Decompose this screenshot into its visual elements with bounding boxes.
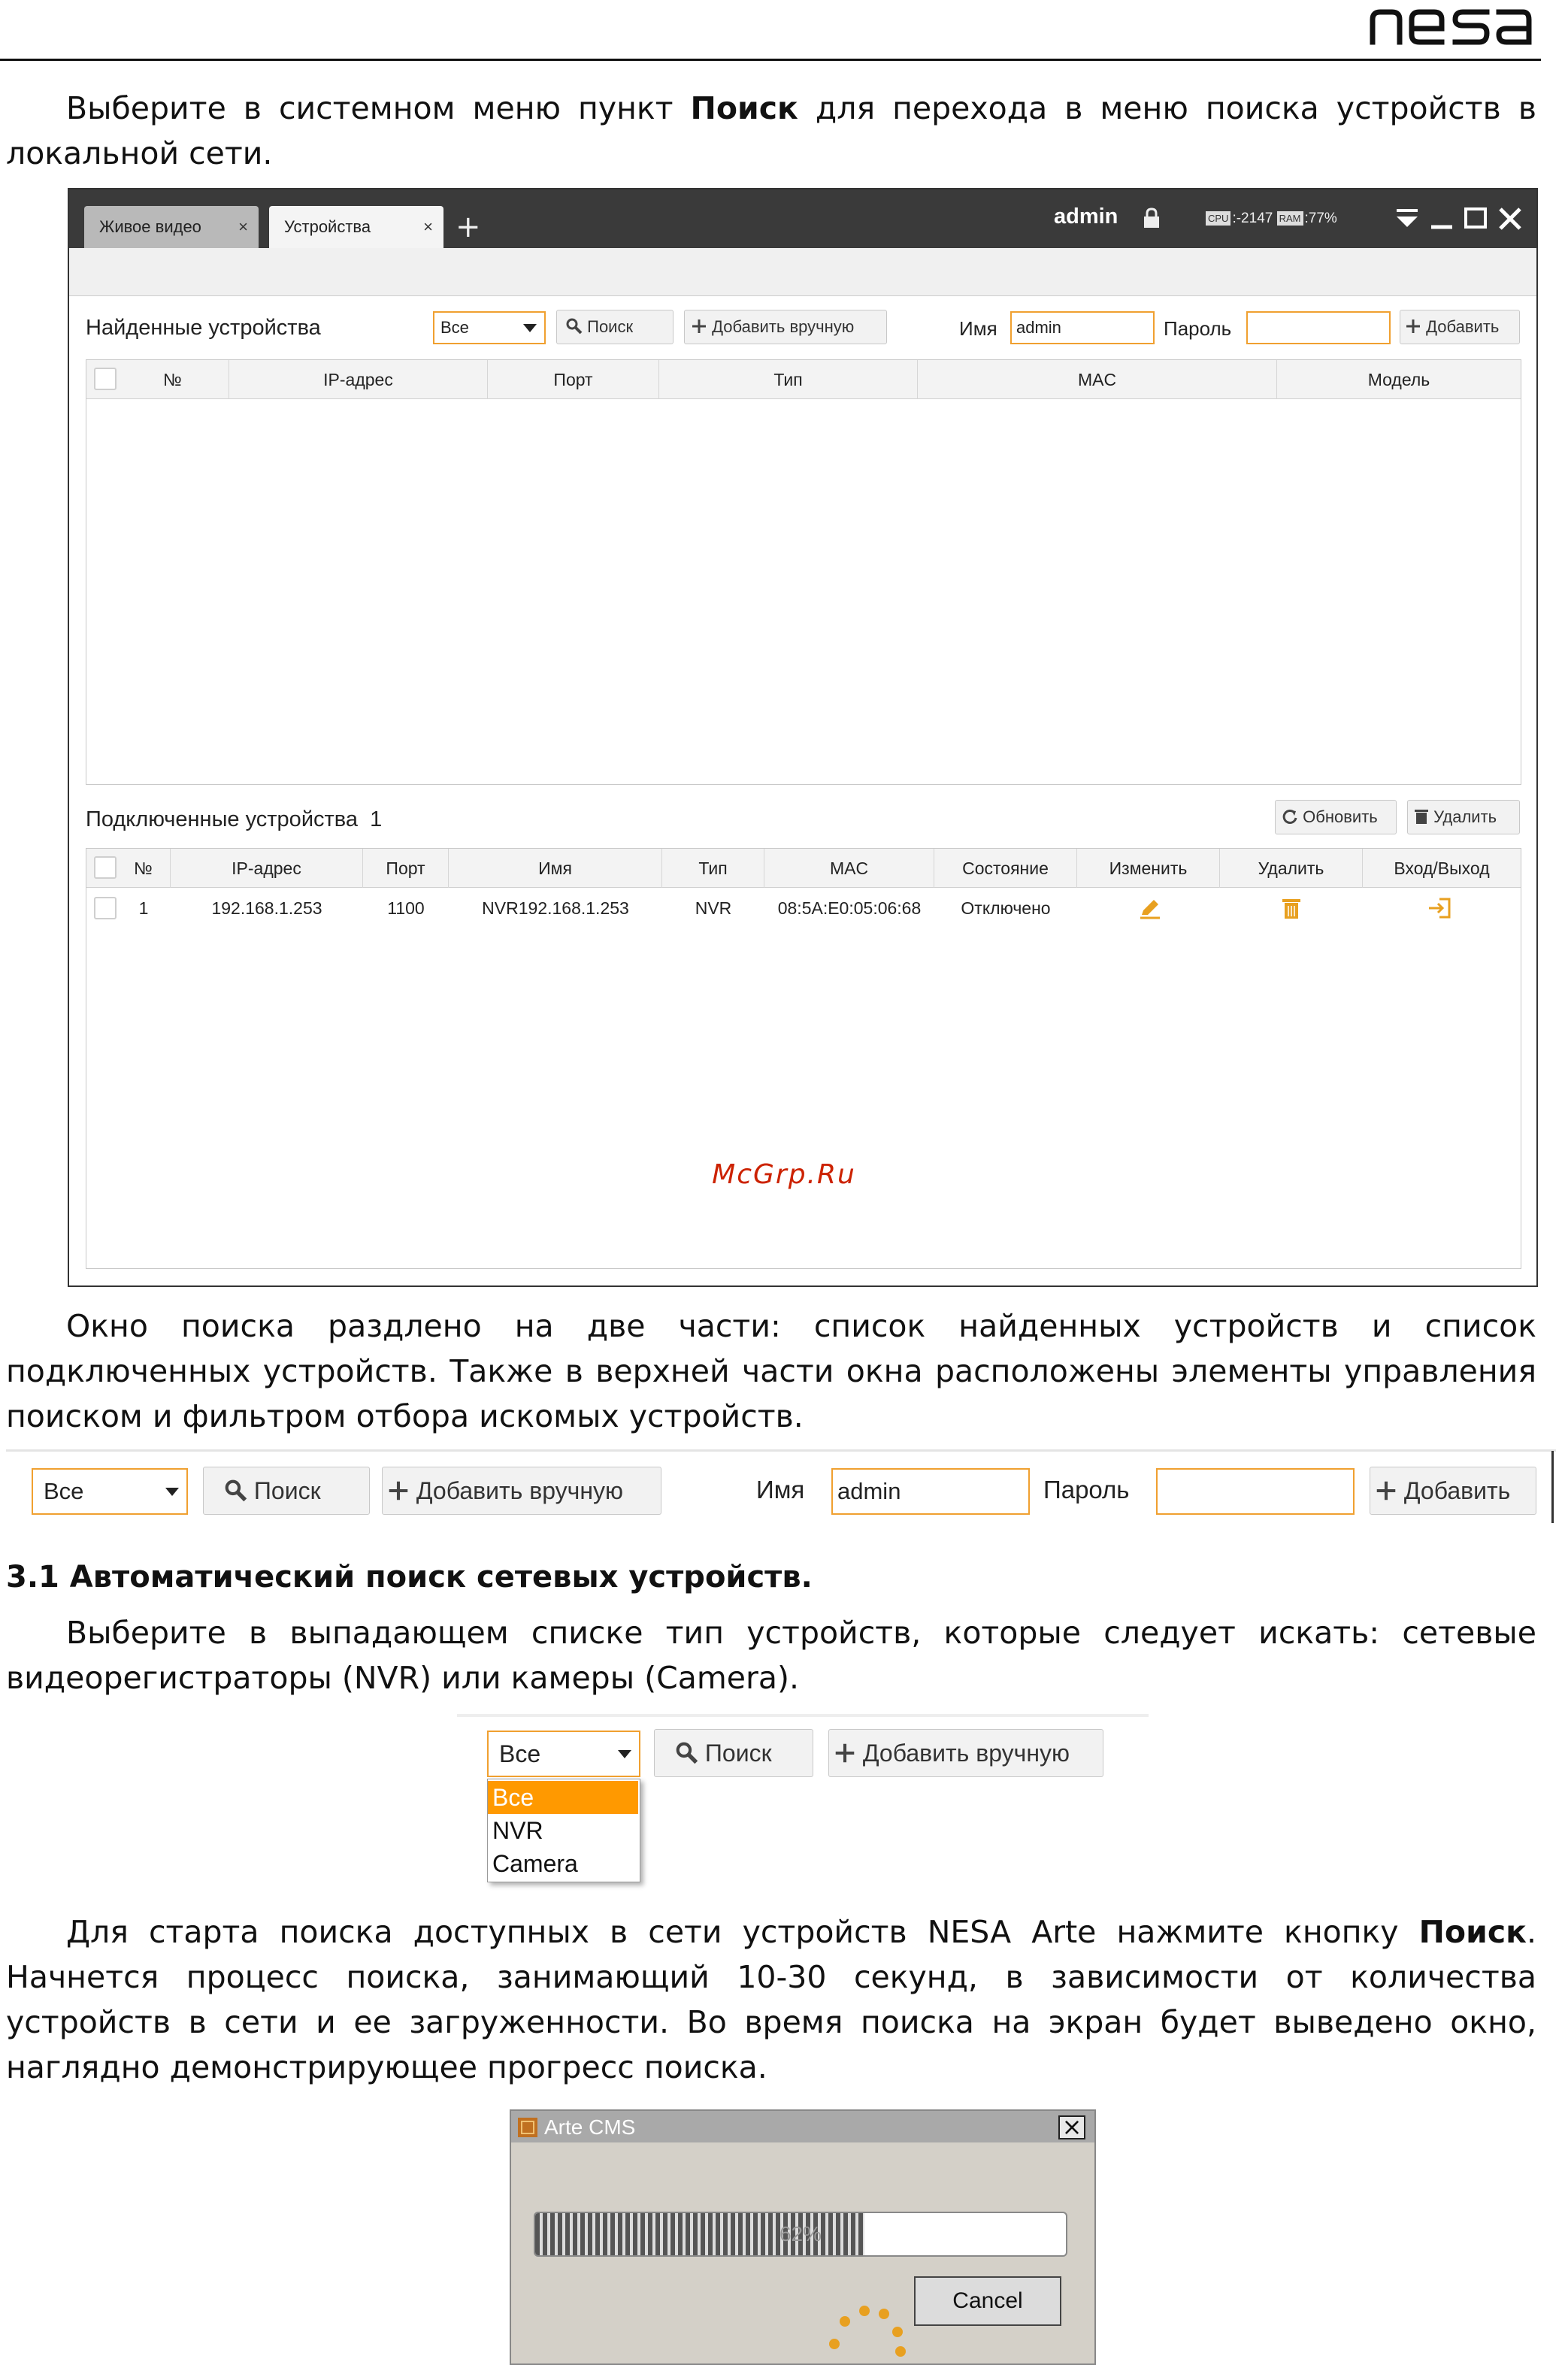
username-label: admin [1054,204,1118,229]
found-devices-title: Найденные устройства [86,316,321,340]
option-camera[interactable]: Camera [492,1850,578,1877]
col-ip: IP-адрес [171,849,363,888]
password-label: Пароль [1043,1476,1130,1503]
option-nvr[interactable]: NVR [492,1817,543,1844]
refresh-icon [1282,808,1298,825]
cell-state: Отключено [961,898,1051,918]
edit-icon[interactable] [1139,897,1161,919]
col-port: Порт [363,849,449,888]
device-type-select[interactable]: Все [433,311,546,344]
plus-icon [834,1742,856,1764]
connected-count: 1 [370,807,383,831]
description-paragraph: Окно поиска раздлено на две части: список найденных устройств и список подключенных устройств. Также в верхней части окна расположены элементы управления поиском и фильтром отбора искомых устройств. [6,1308,1536,1434]
name-field[interactable]: admin [831,1468,1030,1515]
search-icon [676,1742,698,1764]
app-icon [517,2117,538,2138]
lock-icon[interactable] [1143,207,1161,229]
devices-window [68,188,1538,1287]
cell-name: NVR192.168.1.253 [482,898,629,918]
trash-icon[interactable] [1282,897,1301,919]
name-label: Имя [756,1476,805,1503]
password-field[interactable] [1246,311,1391,344]
dropdown-arrow-icon [165,1488,179,1496]
add-manual-button[interactable]: Добавить вручную [684,310,887,344]
col-number: № [86,360,229,399]
dropdown-list [487,1779,640,1882]
section-heading: 3.1 Автоматический поиск сетевых устройств. [6,1560,813,1594]
ram-icon: RAM [1277,211,1303,226]
add-manual-button[interactable]: Добавить вручную [382,1467,661,1515]
bold-search-term: Поиск [690,90,798,126]
col-type: Тип [659,360,918,399]
trash-icon [1414,808,1429,825]
col-delete: Удалить [1220,849,1363,888]
window-controls[interactable] [1392,201,1531,238]
progress-paragraph: Для старта поиска доступных в сети устройств NESA Arte нажмите кнопку Поиск. Начнется процесс поиска, занимающий 10-30 секунд, в зависимости от количества устройств в сети и ее загруженности. Во время поиска на экран будет выведено окно, наглядно демонстрирующее прогресс поиска. [6,1914,1536,2085]
dropdown-arrow-icon [523,324,537,332]
col-mac: MAC [918,360,1277,399]
col-edit: Изменить [1077,849,1220,888]
dialog-title-bar [511,2111,1094,2142]
title-bar [69,189,1536,248]
add-button[interactable]: Добавить [1370,1467,1536,1515]
refresh-button[interactable]: Обновить [1275,800,1397,834]
progress-text: 62% [779,2222,822,2245]
col-number: № [86,849,171,888]
nesa-logo [1356,0,1536,53]
col-mac: MAC [764,849,934,888]
tab-close-icon[interactable]: × [238,217,248,236]
name-field[interactable]: admin [1010,311,1155,344]
tab-close-icon[interactable]: × [423,217,433,236]
add-manual-button[interactable]: Добавить вручную [828,1729,1103,1777]
cell-port: 1100 [387,898,425,918]
bold-search-term: Поиск [1418,1914,1527,1950]
name-label: Имя [959,317,997,340]
plus-icon [387,1479,410,1502]
col-name: Имя [449,849,662,888]
device-type-select[interactable]: Все [487,1731,640,1777]
found-devices-table [86,359,1521,785]
password-field[interactable] [1156,1468,1355,1515]
option-all[interactable]: Все [488,1781,638,1814]
search-button[interactable]: Поиск [556,310,674,344]
dialog-close-button[interactable]: × [1058,2115,1085,2139]
plus-icon [1405,318,1421,335]
progress-dialog [510,2109,1096,2365]
search-icon [566,318,583,335]
cell-mac: 08:5A:E0:05:06:68 [777,898,922,918]
dialog-title: Arte CMS [544,2115,636,2139]
login-icon[interactable] [1427,897,1451,919]
search-button[interactable]: Поиск [654,1729,813,1777]
cell-number: 1 [138,898,149,918]
dropdown-demo [457,1714,1149,1887]
plus-icon [691,318,707,335]
cell-type: NVR [695,898,732,918]
col-model: Модель [1367,370,1430,389]
col-type: Тип [662,849,764,888]
search-toolbar-closeup [6,1449,1556,1525]
table-header [86,849,1521,888]
header-rule [0,59,1541,61]
strip-edge [1551,1451,1554,1523]
col-state: Состояние [934,849,1077,888]
cpu-icon: CPU [1206,211,1230,226]
connected-devices-title: Подключенные устройства 1 [86,807,383,831]
cell-ip: 192.168.1.253 [211,898,322,918]
table-header [86,360,1521,399]
password-label: Пароль [1164,317,1232,340]
watermark: McGrp.Ru [712,1159,856,1190]
dropdown-paragraph: Выберите в выпадающем списке тип устройств, которые следует искать: сетевые видеорегистраторы (NVR) или камеры (Camera). [6,1615,1536,1696]
loading-spinner-icon [819,2291,917,2359]
col-login-logout: Вход/Выход [1394,858,1490,878]
col-ip: IP-адрес [229,360,488,399]
device-type-select[interactable]: Все [32,1468,188,1515]
tab-devices[interactable]: Устройства × [269,206,443,248]
menu-down-icon [1397,210,1418,227]
plus-icon [1375,1479,1397,1502]
resource-monitor: CPU :-2147 RAM :77% [1206,210,1337,227]
connected-devices-table [86,848,1521,1269]
dropdown-arrow-icon [618,1750,631,1758]
add-tab-button[interactable]: + [456,210,481,244]
progress-bar [534,2212,1067,2257]
close-icon [1500,209,1520,229]
toolbar-strip [69,248,1536,296]
add-button[interactable]: Добавить [1400,310,1520,344]
col-port: Порт [488,360,659,399]
intro-paragraph: Выберите в системном меню пункт Поиск для перехода в меню поиска устройств в локальной сети. [6,90,1537,171]
cancel-button[interactable]: Cancel [914,2276,1061,2326]
maximize-icon [1466,209,1485,227]
search-icon [225,1479,247,1502]
tab-live-video[interactable]: Живое видео × [84,206,259,248]
delete-button[interactable]: Удалить [1407,800,1520,834]
search-button[interactable]: Поиск [203,1467,370,1515]
